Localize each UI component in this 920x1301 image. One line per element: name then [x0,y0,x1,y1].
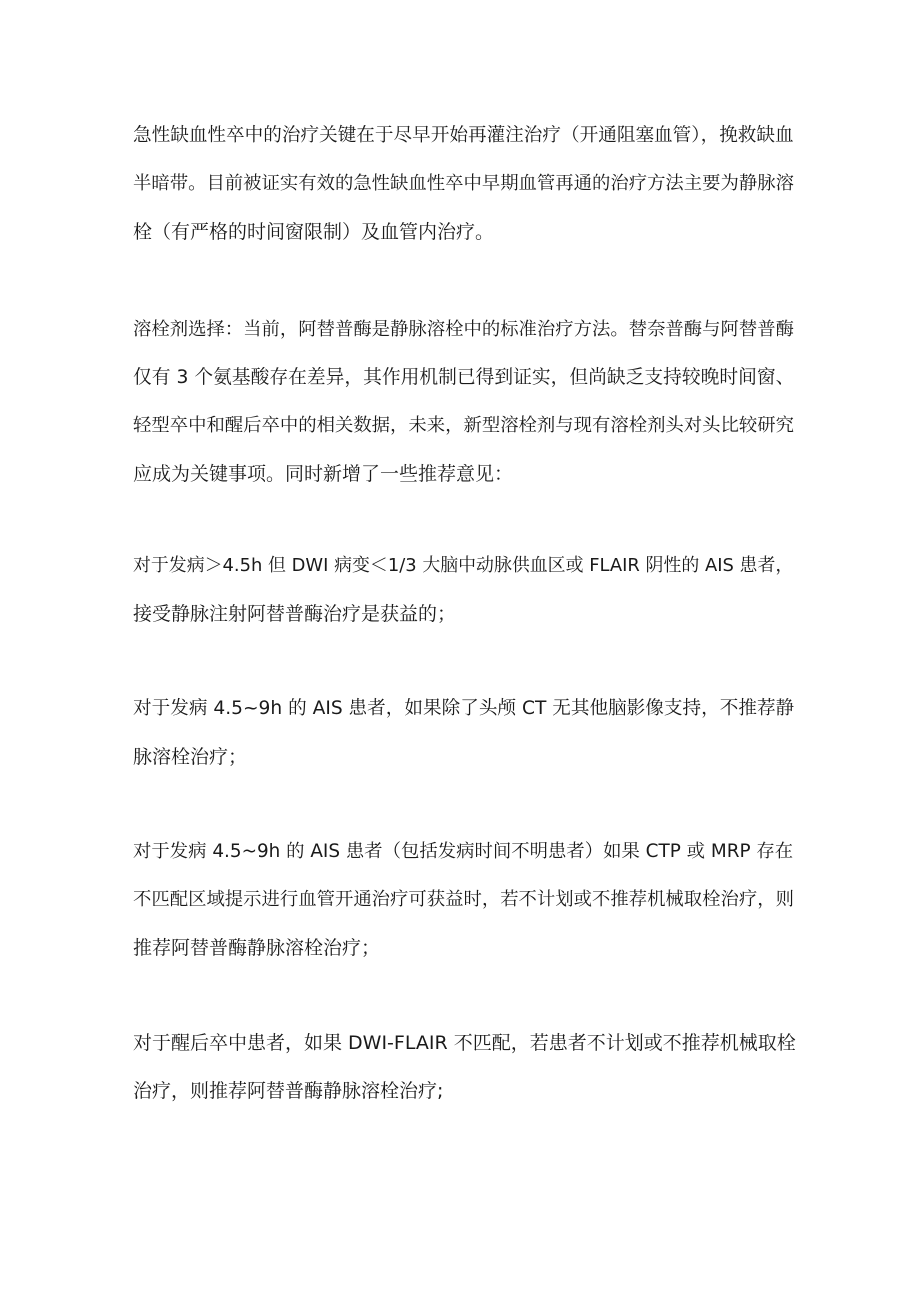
text-line: 接受静脉注射阿替普酶治疗是获益的； [133,603,457,625]
paragraph-recommendation-ctp-mrp [133,828,798,972]
text-line: 对于发病 4.5~9h 的 AIS 患者，如果除了头颅 CT 无其他脑影像支持，不推荐静 [133,698,795,719]
text-line: 轻型卒中和醒后卒中的相关数据，未来，新型溶栓剂与现有溶栓剂头对头比较研究 [133,415,794,436]
paragraph-reperfusion-intro [133,112,798,256]
paragraph-recommendation-wake-up [133,1019,798,1115]
text-line: 脉溶栓治疗； [133,746,248,768]
paragraph-recommendation-dwi [133,542,798,638]
text-line: 仅有 3 个氨基酸存在差异，其作用机制已得到证实，但尚缺乏支持较晚时间窗、 [133,367,795,388]
text-line: 半暗带。目前被证实有效的急性缺血性卒中早期血管再通的治疗方法主要为静脉溶 [133,173,794,194]
text-line: 治疗，则推荐阿替普酶静脉溶栓治疗; [133,1080,444,1102]
text-line: 急性缺血性卒中的治疗关键在于尽早开始再灌注治疗（开通阻塞血管），挽救缺血 [133,125,794,146]
text-line: 溶栓剂选择：当前，阿替普酶是静脉溶栓中的标准治疗方法。替奈普酶与阿替普酶 [133,319,794,340]
text-line: 对于醒后卒中患者，如果 DWI-FLAIR 不匹配，若患者不计划或不推荐机械取栓 [133,1032,796,1054]
text-line: 不匹配区域提示进行血管开通治疗可获益时，若不计划或不推荐机械取栓治疗，则 [133,889,794,910]
paragraph-recommendation-ct [133,685,798,781]
text-line: 对于发病 4.5~9h 的 AIS 患者（包括发病时间不明患者）如果 CTP 或 MRP 存在 [133,841,794,862]
text-line: 应成为关键事项。同时新增了一些推荐意见： [133,463,514,485]
text-line: 推荐阿替普酶静脉溶栓治疗； [133,937,381,959]
text-line: 栓（有严格的时间窗限制）及血管内治疗。 [133,221,495,243]
text-line: 对于发病＞4.5h 但 DWI 病变＜1/3 大脑中动脉供血区或 FLAIR 阴性的 AIS 患者， [133,555,794,576]
paragraph-thrombolytic-choice [133,306,798,498]
